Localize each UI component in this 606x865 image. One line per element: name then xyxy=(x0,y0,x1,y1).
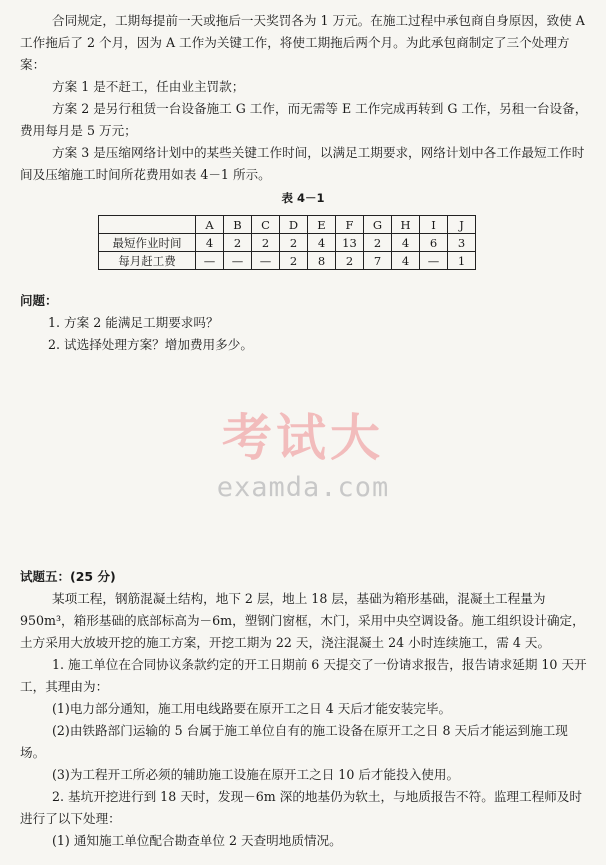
data-table xyxy=(98,215,476,270)
table-row xyxy=(99,252,476,270)
watermark-url: examda.com xyxy=(216,472,390,503)
reason-2: (2)由铁路部门运输的 5 台属于施工单位自有的施工设备在原开工之日 8 天后才能运到施工现场。 xyxy=(20,723,568,760)
col-header: E xyxy=(308,216,336,234)
table-cell: 7 xyxy=(364,252,392,270)
col-header: G xyxy=(364,216,392,234)
questions-title: 问题： xyxy=(20,293,58,308)
table-header-row xyxy=(99,216,476,234)
row-label: 最短作业时间 xyxy=(99,234,196,252)
plan-2: 方案 2 是另行租赁一台设备施工 G 工作，而无需等 E 工作完成再转到 G 工作，另租一台设备，费用每月是 5 万元； xyxy=(20,101,588,138)
table-cell: 1 xyxy=(448,252,476,270)
questions-section xyxy=(20,290,588,356)
table-title: 表 4－1 xyxy=(281,191,325,205)
table-cell: — xyxy=(224,252,252,270)
table-cell: — xyxy=(196,252,224,270)
intro-section xyxy=(20,10,588,186)
col-header: A xyxy=(196,216,224,234)
table-cell: — xyxy=(252,252,280,270)
table-row xyxy=(99,234,476,252)
col-header: D xyxy=(280,216,308,234)
section-title: 试题五：(25 分) xyxy=(20,569,116,584)
table-cell: 4 xyxy=(392,234,420,252)
question-item: 2. 试选择处理方案？增加费用多少。 xyxy=(48,337,253,352)
section-paragraph: 某项工程，钢筋混凝土结构，地下 2 层，地上 18 层，基础为箱形基础，混凝土工程量为 950m³，箱形基础的底部标高为－6m，塑钢门窗框，木门，采用中央空调设备。施工组织设计确定，土方采用大放坡开挖的施工方案，开挖工期为 22 天，浇注混凝土 24 小时连续施工，需 4 天。 xyxy=(20,591,585,650)
table-cell: 4 xyxy=(196,234,224,252)
question-item: 1. 方案 2 能满足工期要求吗？ xyxy=(48,315,219,330)
section-item-2: 2. 基坑开挖进行到 18 天时，发现－6m 深的地基仍为软土，与地质报告不符。监理工程师及时进行了以下处理： xyxy=(20,789,582,826)
table-cell: 2 xyxy=(224,234,252,252)
table-cell: 4 xyxy=(392,252,420,270)
table-cell: — xyxy=(420,252,448,270)
handle-1: (1) 通知施工单位配合勘查单位 2 天查明地质情况。 xyxy=(52,833,342,848)
watermark-logo-text: 考试大 xyxy=(222,409,384,467)
table-cell: 2 xyxy=(280,252,308,270)
section-5 xyxy=(20,566,588,852)
col-header: C xyxy=(252,216,280,234)
reason-3: (3)为工程开工所必须的辅助施工设施在原开工之日 10 后才能投入使用。 xyxy=(52,767,460,782)
plan-3: 方案 3 是压缩网络计划中的某些关键工作时间，以满足工期要求，网络计划中各工作最短工作时间及压缩施工时间所花费用如表 4－1 所示。 xyxy=(20,145,585,182)
col-header: H xyxy=(392,216,420,234)
intro-paragraph: 合同规定，工期每提前一天或拖后一天奖罚各为 1 万元。在施工过程中承包商自身原因，致使 A 工作拖后了 2 个月，因为 A 工作为关键工作，将使工期拖后两个月。为此承包商制定了三个处理方案： xyxy=(20,13,585,72)
row-label: 每月赶工费 xyxy=(99,252,196,270)
table-corner-cell xyxy=(99,216,196,234)
reason-1: (1)电力部分通知，施工用电线路要在原开工之日 4 天后才能安装完毕。 xyxy=(52,701,452,716)
section-item-1: 1. 施工单位在合同协议条款约定的开工日期前 6 天提交了一份请求报告，报告请求延期 10 天开工，其理由为： xyxy=(20,657,587,694)
table-cell: 2 xyxy=(336,252,364,270)
table-cell: 6 xyxy=(420,234,448,252)
col-header: B xyxy=(224,216,252,234)
plan-1: 方案 1 是不赶工，任由业主罚款； xyxy=(52,79,245,94)
table-cell: 3 xyxy=(448,234,476,252)
col-header: F xyxy=(336,216,364,234)
table-cell: 8 xyxy=(308,252,336,270)
col-header: J xyxy=(448,216,476,234)
table-cell: 2 xyxy=(364,234,392,252)
table-cell: 2 xyxy=(252,234,280,252)
table-cell: 13 xyxy=(336,234,364,252)
table-cell: 2 xyxy=(280,234,308,252)
col-header: I xyxy=(420,216,448,234)
table-cell: 4 xyxy=(308,234,336,252)
